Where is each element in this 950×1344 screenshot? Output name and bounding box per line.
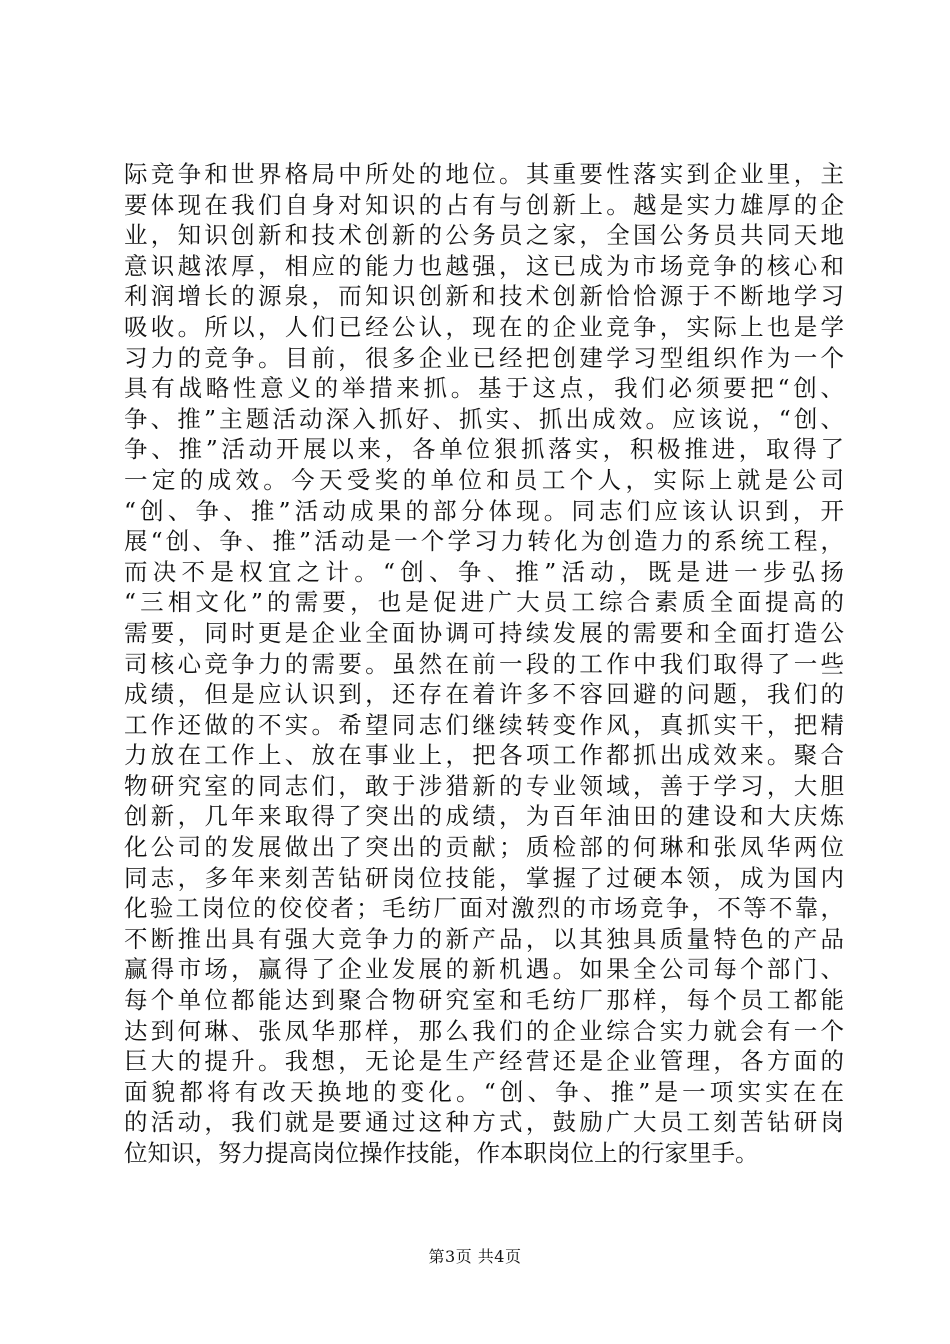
text-line: 的活动，我们就是要通过这种方式，鼓励广大员工刻苦钻研岗	[124, 1108, 844, 1137]
text-line: 吸收。所以，人们已经公认，现在的企业竞争，实际上也是学	[124, 312, 844, 341]
text-line: 展“创、争、推”活动是一个学习力转化为创造力的系统工程，	[124, 527, 844, 556]
text-line: 利润增长的源泉，而知识创新和技术创新恰恰源于不断地学习	[124, 282, 844, 311]
text-line: 业，知识创新和技术创新的公务员之家，全国公务员共同天地	[124, 221, 844, 250]
text-line: 力放在工作上、放在事业上，把各项工作都抓出成效来。聚合	[124, 741, 844, 770]
text-line: 习力的竞争。目前，很多企业已经把创建学习型组织作为一个	[124, 343, 844, 372]
text-line: 要体现在我们自身对知识的占有与创新上。越是实力雄厚的企	[124, 190, 844, 219]
text-line: 不断推出具有强大竞争力的新产品，以其独具质量特色的产品	[124, 924, 844, 953]
text-line: 位知识，努力提高岗位操作技能，作本职岗位上的行家里手。	[124, 1139, 759, 1167]
text-line: 面貌都将有改天换地的变化。“创、争、推”是一项实实在在	[124, 1077, 844, 1106]
text-line: 需要，同时更是企业全面协调可持续发展的需要和全面打造公	[124, 618, 844, 647]
text-line: 创新，几年来取得了突出的成绩，为百年油田的建设和大庆炼	[124, 802, 844, 831]
text-line: 际竞争和世界格局中所处的地位。其重要性落实到企业里，主	[124, 160, 844, 188]
body-paragraph	[124, 159, 844, 1169]
text-line: 物研究室的同志们，敢于涉猎新的专业领域，善于学习，大胆	[124, 771, 844, 800]
text-line: 每个单位都能达到聚合物研究室和毛纺厂那样，每个员工都能	[124, 986, 844, 1015]
text-line: 成绩，但是应认识到，还存在着许多不容回避的问题，我们的	[124, 680, 844, 709]
page-footer: 第3页 共4页	[428, 1247, 522, 1266]
text-line: 一定的成效。今天受奖的单位和员工个人，实际上就是公司	[124, 465, 844, 494]
text-line: “三相文化”的需要，也是促进广大员工综合素质全面提高的	[124, 588, 844, 617]
text-line: 化公司的发展做出了突出的贡献；质检部的何琳和张凤华两位	[124, 833, 844, 862]
text-line: 具有战略性意义的举措来抓。基于这点，我们必须要把“创、	[124, 374, 844, 403]
text-line: 化验工岗位的佼佼者；毛纺厂面对激烈的市场竞争，不等不靠，	[124, 894, 844, 923]
text-line: 司核心竞争力的需要。虽然在前一段的工作中我们取得了一些	[124, 649, 844, 678]
text-line: 同志，多年来刻苦钻研岗位技能，掌握了过硬本领，成为国内	[124, 863, 844, 892]
text-line: 争、推”活动开展以来，各单位狠抓落实，积极推进，取得了	[124, 435, 844, 464]
text-line: “创、争、推”活动成果的部分体现。同志们应该认识到，开	[124, 496, 844, 525]
text-line: 赢得市场，赢得了企业发展的新机遇。如果全公司每个部门、	[124, 955, 844, 984]
text-line: 工作还做的不实。希望同志们继续转变作风，真抓实干，把精	[124, 710, 844, 739]
text-line: 争、推”主题活动深入抓好、抓实、抓出成效。应该说，“创、	[124, 404, 844, 433]
text-line: 而决不是权宜之计。“创、争、推”活动，既是进一步弘扬	[124, 557, 844, 586]
text-line: 巨大的提升。我想，无论是生产经营还是企业管理，各方面的	[124, 1047, 844, 1076]
text-line: 意识越浓厚，相应的能力也越强，这已成为市场竞争的核心和	[124, 251, 844, 280]
text-line: 达到何琳、张凤华那样，那么我们的企业综合实力就会有一个	[124, 1016, 844, 1045]
